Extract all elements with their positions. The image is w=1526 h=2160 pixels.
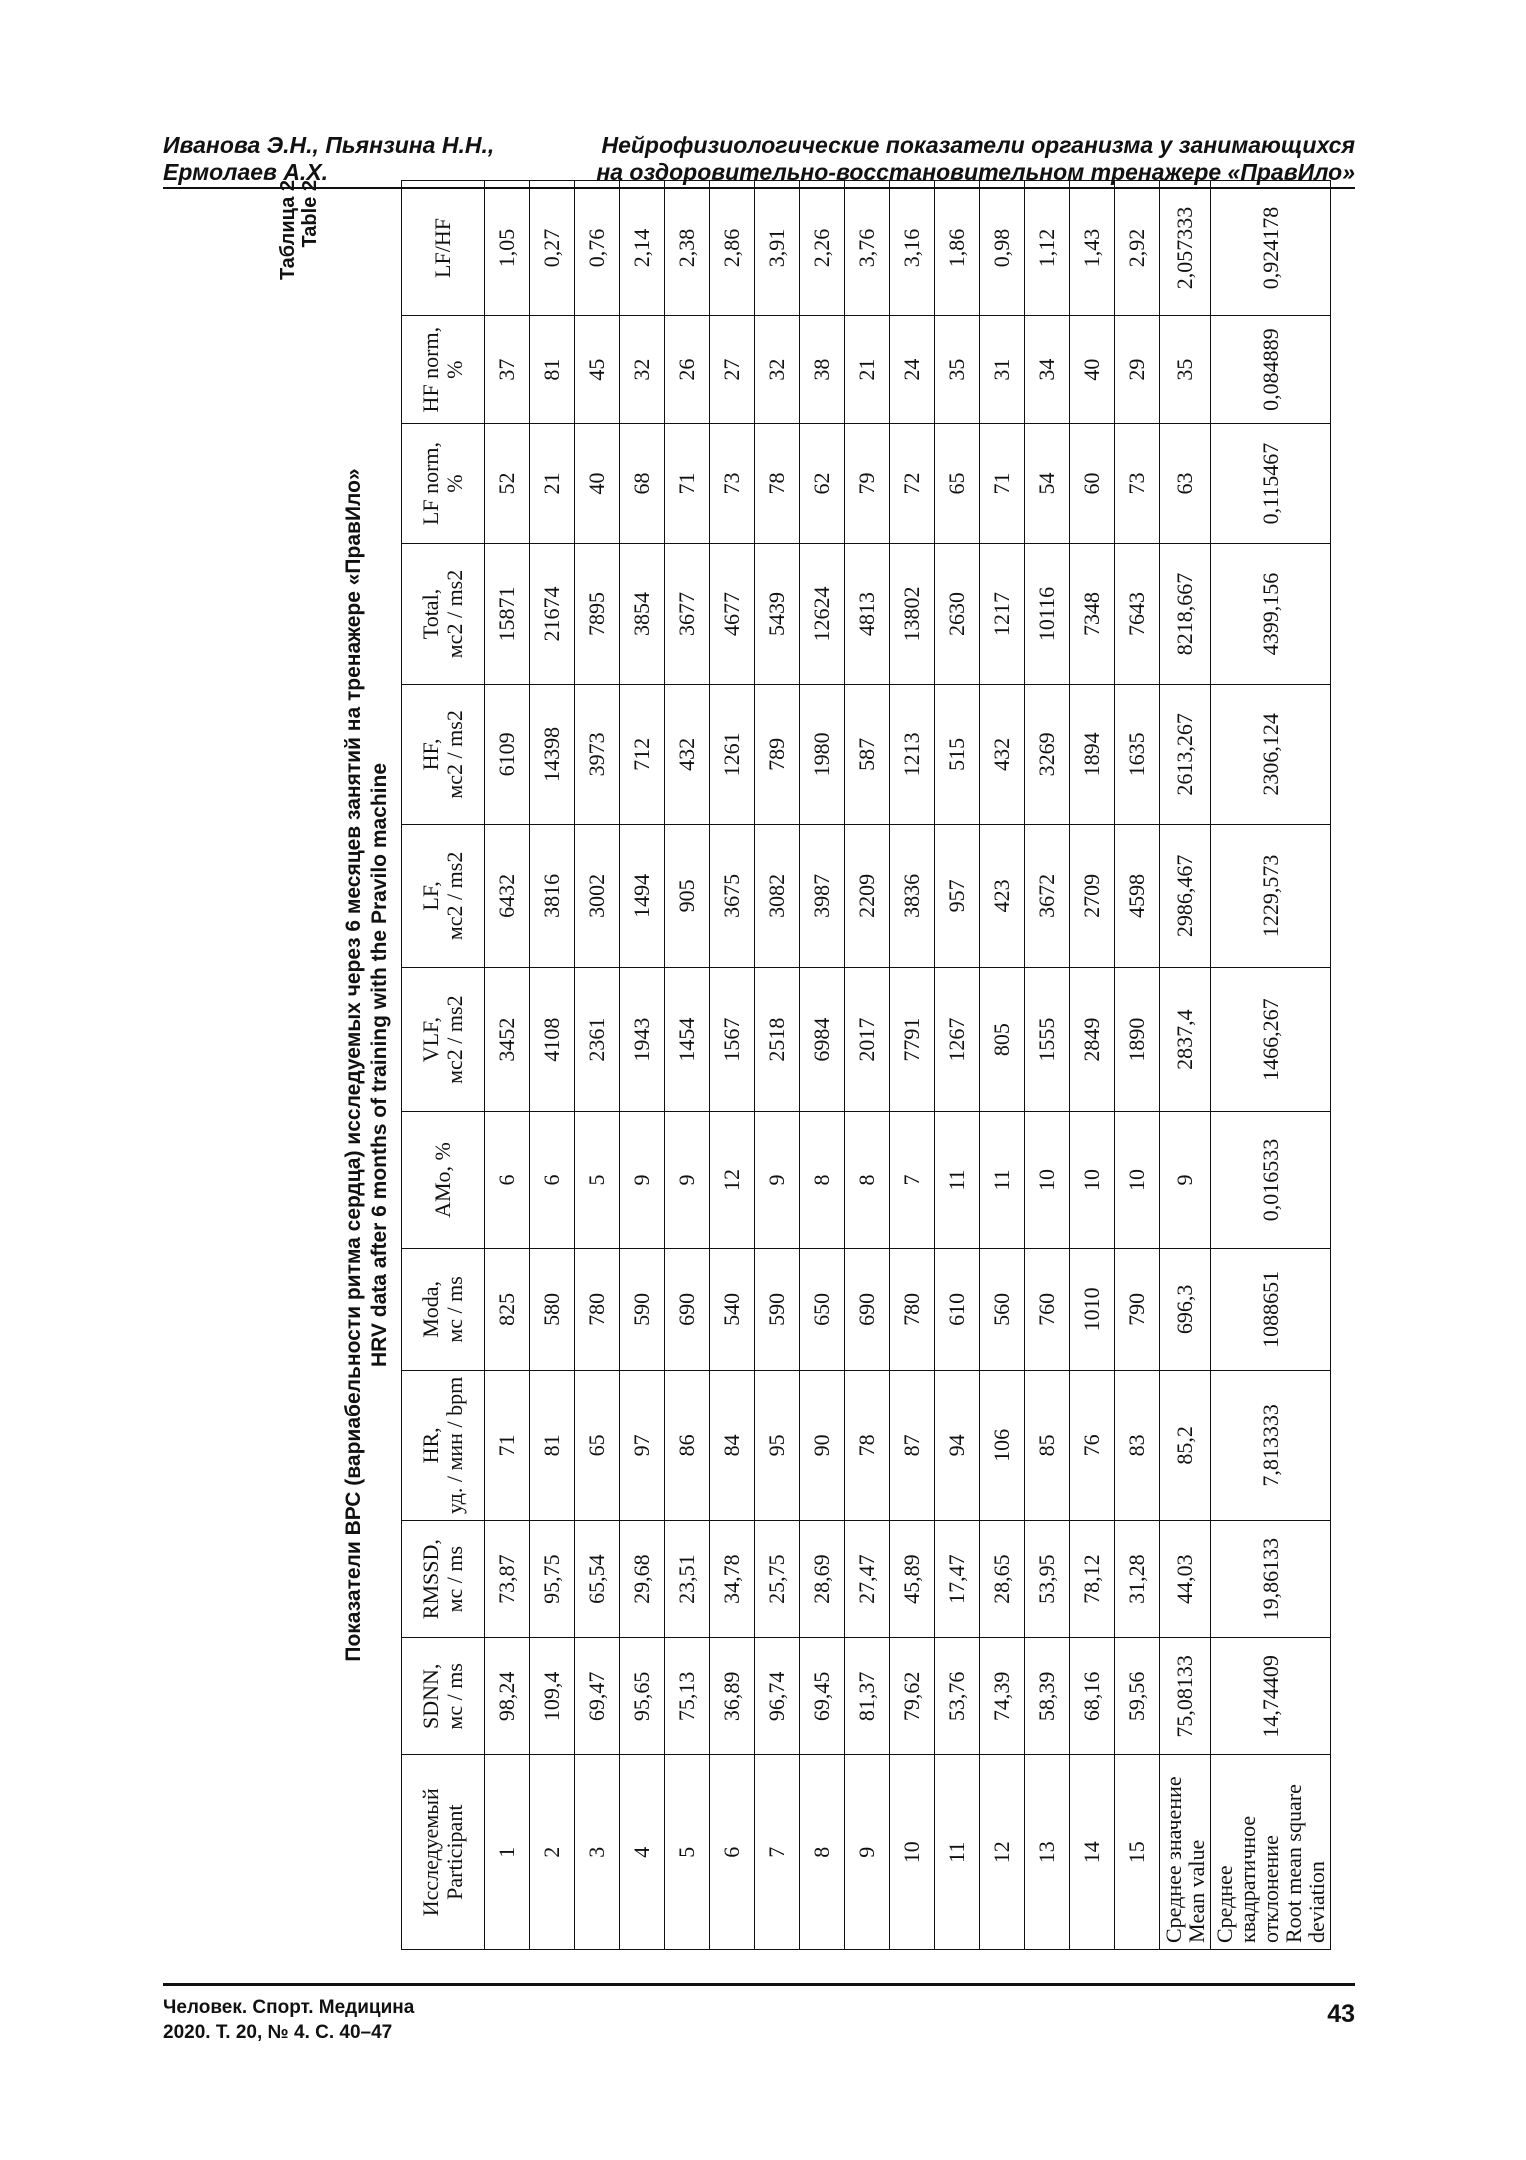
table-cell: 790 (1115, 1249, 1160, 1371)
table-row (1025, 181, 1070, 1950)
table-cell: 11 (980, 1111, 1025, 1248)
table-cell: 15871 (485, 543, 530, 685)
table-cell: 6 (530, 1111, 575, 1248)
table-number (277, 180, 321, 280)
table-cell: 96,74 (755, 1638, 800, 1755)
table-cell: 78 (845, 1370, 890, 1520)
table-cell: 86 (665, 1370, 710, 1520)
table-cell: 95 (755, 1370, 800, 1520)
column-header-line1: AMo, % (430, 1142, 455, 1218)
table-cell: 68,16 (1070, 1638, 1115, 1755)
column-header-line2: мс / ms (442, 1545, 467, 1613)
table-cell: 32 (620, 315, 665, 423)
table-cell: 2630 (935, 543, 980, 685)
table-cell: 6984 (800, 968, 845, 1112)
table-cell: 2709 (1070, 824, 1115, 968)
table-cell: 76 (1070, 1370, 1115, 1520)
table-row (620, 181, 665, 1950)
table-cell: 2837,4 (1160, 968, 1211, 1112)
table-cell: 3677 (665, 543, 710, 685)
column-header-line2: Participant (442, 1804, 467, 1900)
table-cell: 79 (845, 424, 890, 543)
column-header-line1: VLF, (418, 1016, 443, 1063)
table-cell: 7 (890, 1111, 935, 1248)
table-cell: 587 (845, 685, 890, 824)
table-cell: 24 (890, 315, 935, 423)
table-cell: 19,86133 (1211, 1521, 1331, 1638)
table-cell: 580 (530, 1249, 575, 1371)
table-cell: 8 (845, 1111, 890, 1248)
table-cell: 87 (890, 1370, 935, 1520)
table-cell: 75,13 (665, 1638, 710, 1755)
table-cell: 31,28 (1115, 1521, 1160, 1638)
table-cell: 27,47 (845, 1521, 890, 1638)
table-cell: 1635 (1115, 685, 1160, 824)
table-cell: 73 (1115, 424, 1160, 543)
table-cell: 3854 (620, 543, 665, 685)
table-cell: 10 (1115, 1111, 1160, 1248)
table-cell: 12 (710, 1111, 755, 1248)
table-cell: 4108 (530, 968, 575, 1112)
table-cell: 3973 (575, 685, 620, 824)
table-cell: 780 (890, 1249, 935, 1371)
table-cell: 31 (980, 315, 1025, 423)
table-cell: 69,47 (575, 1638, 620, 1755)
table-cell: 73 (710, 424, 755, 543)
table-cell: 12 (980, 1755, 1025, 1950)
table-cell: 1980 (800, 685, 845, 824)
table-row (980, 181, 1025, 1950)
column-header (402, 1521, 485, 1638)
table-cell: 780 (575, 1249, 620, 1371)
table-cell: 2361 (575, 968, 620, 1112)
sd-row-label-en: Root mean square deviation (1281, 1784, 1329, 1943)
table-cell: 15 (1115, 1755, 1160, 1950)
table-cell: 34,78 (710, 1521, 755, 1638)
table-cell: 14 (1070, 1755, 1115, 1950)
table-cell: 78,12 (1070, 1521, 1115, 1638)
table-row (485, 181, 530, 1950)
table-cell: 62 (800, 424, 845, 543)
table-cell: 28,69 (800, 1521, 845, 1638)
table-cell: 78 (755, 424, 800, 543)
table-cell: 1,12 (1025, 181, 1070, 316)
mean-row-label-ru: Среднее значение (1161, 1776, 1186, 1943)
table-cell: 905 (665, 824, 710, 968)
table-cell: 3987 (800, 824, 845, 968)
table-cell: 28,65 (980, 1521, 1025, 1638)
table-cell: 712 (620, 685, 665, 824)
table-cell: 109,4 (530, 1638, 575, 1755)
table-cell: 14,74409 (1211, 1638, 1331, 1755)
table-cell: 94 (935, 1370, 980, 1520)
table-cell: 515 (935, 685, 980, 824)
table-cell: 1 (485, 1755, 530, 1950)
table-cell: 60 (1070, 424, 1115, 543)
table-cell: 789 (755, 685, 800, 824)
table-cell: 7895 (575, 543, 620, 685)
table-cell: 95,65 (620, 1638, 665, 1755)
table-cell: 0,76 (575, 181, 620, 316)
column-header (402, 1370, 485, 1520)
column-header-line1: Total, (418, 588, 443, 640)
table-cell: 1213 (890, 685, 935, 824)
table-caption-ru: Показатели ВРС (вариабельности ритма сердца) исследуемых через 6 месяцев занятий на тренажере «ПравИло» (342, 468, 365, 1662)
table-cell: 1454 (665, 968, 710, 1112)
hrv-data-table (401, 180, 1331, 1950)
table-cell: 13 (1025, 1755, 1070, 1950)
table-cell: 8 (800, 1111, 845, 1248)
table-cell: 34 (1025, 315, 1070, 423)
table-cell: 75,08133 (1160, 1638, 1211, 1755)
column-header (402, 181, 485, 316)
table-cell: 2,38 (665, 181, 710, 316)
table-cell: 10 (1070, 1111, 1115, 1248)
table-cell: 11 (935, 1755, 980, 1950)
table-cell: 7643 (1115, 543, 1160, 685)
table-cell: 85 (1025, 1370, 1070, 1520)
mean-row (1160, 181, 1211, 1950)
table-cell: 590 (620, 1249, 665, 1371)
table-cell: 53,95 (1025, 1521, 1070, 1638)
table-cell: 65 (935, 424, 980, 543)
table-cell: 1466,267 (1211, 968, 1331, 1112)
table-cell: 27 (710, 315, 755, 423)
table-cell: 3,91 (755, 181, 800, 316)
table-cell: 65,54 (575, 1521, 620, 1638)
column-header (402, 968, 485, 1112)
table-cell: 690 (665, 1249, 710, 1371)
table-cell: 7791 (890, 968, 935, 1112)
table-cell: 68 (620, 424, 665, 543)
table-cell: 3,16 (890, 181, 935, 316)
column-header-line1: RMSSD, (418, 1539, 443, 1620)
table-cell: 1894 (1070, 685, 1115, 824)
table-cell: 97 (620, 1370, 665, 1520)
table-cell: 69,45 (800, 1638, 845, 1755)
table-row (710, 181, 755, 1950)
table-cell: 1267 (935, 968, 980, 1112)
table-cell: 423 (980, 824, 1025, 968)
table-cell: 2,86 (710, 181, 755, 316)
table-cell: 10 (1025, 1111, 1070, 1248)
table-cell: 8218,667 (1160, 543, 1211, 685)
table-cell: 71 (980, 424, 1025, 543)
table-cell: 1890 (1115, 968, 1160, 1112)
table-row (890, 181, 935, 1950)
table-cell: 2017 (845, 968, 890, 1112)
table-cell: 1943 (620, 968, 665, 1112)
table-number-en: Table 2 (299, 180, 321, 248)
table-cell: 1,43 (1070, 181, 1115, 316)
table-cell: 29 (1115, 315, 1160, 423)
table-cell: 1,05 (485, 181, 530, 316)
table-cell: 4598 (1115, 824, 1160, 968)
table-cell: 4813 (845, 543, 890, 685)
table-cell: 10 (890, 1755, 935, 1950)
column-header-line2: мс / ms (442, 1663, 467, 1730)
table-row (530, 181, 575, 1950)
table-cell: 65 (575, 1370, 620, 1520)
table-cell: 14398 (530, 685, 575, 824)
table-cell: 2518 (755, 968, 800, 1112)
rotated-table-block (265, 180, 1355, 1950)
table-cell: 98,24 (485, 1638, 530, 1755)
table-cell: 12624 (800, 543, 845, 685)
table-cell: 1555 (1025, 968, 1070, 1112)
sd-row (1211, 181, 1331, 1950)
sd-row-label (1211, 1755, 1331, 1950)
table-cell: 21 (845, 315, 890, 423)
column-header (402, 1111, 485, 1248)
table-cell: 53,76 (935, 1638, 980, 1755)
table-cell: 2,057333 (1160, 181, 1211, 316)
table-cell: 54 (1025, 424, 1070, 543)
table-cell: 17,47 (935, 1521, 980, 1638)
table-cell: 35 (935, 315, 980, 423)
table-cell: 81 (530, 315, 575, 423)
table-row (1070, 181, 1115, 1950)
table-cell: 690 (845, 1249, 890, 1371)
table-cell: 72 (890, 424, 935, 543)
table-cell: 40 (575, 424, 620, 543)
table-cell: 3,76 (845, 181, 890, 316)
column-header-line1: Исследуемый (418, 1788, 443, 1917)
table-cell: 63 (1160, 424, 1211, 543)
table-number-ru: Таблица 2 (277, 180, 299, 281)
table-cell: 11 (935, 1111, 980, 1248)
running-header-authors: Иванова Э.Н., Пьянзина Н.Н., Ермолаев А.Х. (163, 132, 495, 185)
table-cell: 2,26 (800, 181, 845, 316)
table-cell: 957 (935, 824, 980, 968)
table-cell: 825 (485, 1249, 530, 1371)
table-cell: 32 (755, 315, 800, 423)
table-cell: 74,39 (980, 1638, 1025, 1755)
table-cell: 5 (575, 1111, 620, 1248)
column-header (402, 1638, 485, 1755)
table-cell: 21674 (530, 543, 575, 685)
table-cell: 1261 (710, 685, 755, 824)
footer-divider (163, 1983, 1355, 1986)
table-cell: 2306,124 (1211, 685, 1331, 824)
column-header-line1: HR, (418, 1427, 443, 1464)
table-cell: 1088651 (1211, 1249, 1331, 1371)
column-header-line1: HF norm, (418, 326, 443, 413)
table-cell: 0,98 (980, 181, 1025, 316)
table-cell: 4677 (710, 543, 755, 685)
table-cell: 38 (800, 315, 845, 423)
table-cell: 8 (800, 1755, 845, 1950)
column-header-line2: % (442, 360, 467, 379)
table-row (665, 181, 710, 1950)
column-header-line1: Moda, (418, 1280, 443, 1338)
column-header (402, 424, 485, 543)
table-cell: 3 (575, 1755, 620, 1950)
table-cell: 90 (800, 1370, 845, 1520)
table-cell: 6432 (485, 824, 530, 968)
table-cell: 1494 (620, 824, 665, 968)
table-cell: 3675 (710, 824, 755, 968)
table-cell: 0,115467 (1211, 424, 1331, 543)
table-cell: 760 (1025, 1249, 1070, 1371)
table-cell: 52 (485, 424, 530, 543)
table-cell: 7 (755, 1755, 800, 1950)
table-cell: 26 (665, 315, 710, 423)
table-cell: 9 (845, 1755, 890, 1950)
table-cell: 9 (665, 1111, 710, 1248)
table-cell: 79,62 (890, 1638, 935, 1755)
table-body (485, 181, 1331, 1950)
table-cell: 650 (800, 1249, 845, 1371)
table-cell: 81 (530, 1370, 575, 1520)
table-cell: 560 (980, 1249, 1025, 1371)
column-header-line1: LF, (418, 881, 443, 911)
table-cell: 85,2 (1160, 1370, 1211, 1520)
table-cell: 1,86 (935, 181, 980, 316)
column-header (402, 1755, 485, 1950)
table-cell: 45 (575, 315, 620, 423)
table-cell: 3452 (485, 968, 530, 1112)
table-cell: 805 (980, 968, 1025, 1112)
table-cell: 4399,156 (1211, 543, 1331, 685)
running-header-title: Нейрофизиологические показатели организма у занимающихся на оздоровительно-восстановительном тренажере «ПравИло» (596, 132, 1355, 185)
table-cell: 2,92 (1115, 181, 1160, 316)
table-cell: 1567 (710, 968, 755, 1112)
table-cell: 9 (1160, 1111, 1211, 1248)
table-cell: 73,87 (485, 1521, 530, 1638)
table-cell: 9 (755, 1111, 800, 1248)
table-cell: 81,37 (845, 1638, 890, 1755)
table-cell: 3269 (1025, 685, 1070, 824)
table-row (845, 181, 890, 1950)
column-header (402, 1249, 485, 1371)
table-cell: 6 (710, 1755, 755, 1950)
column-header-line1: LF norm, (418, 441, 443, 526)
table-cell: 2613,267 (1160, 685, 1211, 824)
table-row (1115, 181, 1160, 1950)
column-header (402, 685, 485, 824)
table-caption (341, 180, 393, 1950)
table-cell: 2849 (1070, 968, 1115, 1112)
table-cell: 59,56 (1115, 1638, 1160, 1755)
table-row (575, 181, 620, 1950)
table-cell: 3836 (890, 824, 935, 968)
table-cell: 590 (755, 1249, 800, 1371)
table-cell: 37 (485, 315, 530, 423)
table-cell: 2209 (845, 824, 890, 968)
column-header-line1: LF/HF (430, 218, 455, 278)
table-cell: 10116 (1025, 543, 1070, 685)
table-cell: 3816 (530, 824, 575, 968)
table-cell: 0,016533 (1211, 1111, 1331, 1248)
table-cell: 540 (710, 1249, 755, 1371)
table-cell: 1010 (1070, 1249, 1115, 1371)
table-cell: 71 (485, 1370, 530, 1520)
table-cell: 21 (530, 424, 575, 543)
table-row (755, 181, 800, 1950)
table-cell: 1217 (980, 543, 1025, 685)
table-cell: 84 (710, 1370, 755, 1520)
column-header-line2: мс2 / ms2 (442, 710, 467, 799)
table-cell: 9 (620, 1111, 665, 1248)
table-cell: 0,924178 (1211, 181, 1331, 316)
table-cell: 6 (485, 1111, 530, 1248)
table-cell: 23,51 (665, 1521, 710, 1638)
table-cell: 432 (980, 685, 1025, 824)
table-cell: 610 (935, 1249, 980, 1371)
column-header-line2: % (442, 474, 467, 493)
table-cell: 5439 (755, 543, 800, 685)
page-number: 43 (1327, 2000, 1355, 2028)
table-cell: 0,084889 (1211, 315, 1331, 423)
table-cell: 7,813333 (1211, 1370, 1331, 1520)
column-header-line2: мс / ms (442, 1276, 467, 1343)
table-cell: 2 (530, 1755, 575, 1950)
table-cell: 13802 (890, 543, 935, 685)
mean-row-label-en: Mean value (1184, 1839, 1209, 1943)
table-cell: 696,3 (1160, 1249, 1211, 1371)
table-cell: 2986,467 (1160, 824, 1211, 968)
table-cell: 4 (620, 1755, 665, 1950)
column-header (402, 543, 485, 685)
table-cell: 44,03 (1160, 1521, 1211, 1638)
table-cell: 7348 (1070, 543, 1115, 685)
table-cell: 45,89 (890, 1521, 935, 1638)
table-cell: 71 (665, 424, 710, 543)
table-header-row (402, 181, 485, 1950)
column-header-line2: мс2 / ms2 (442, 995, 467, 1084)
table-cell: 106 (980, 1370, 1025, 1520)
table-cell: 5 (665, 1755, 710, 1950)
column-header-line2: мс2 / ms2 (442, 569, 467, 659)
journal-citation: Человек. Спорт. Медицина 2020. Т. 20, № 4. С. 40–47 (163, 1997, 415, 2043)
table-cell: 0,27 (530, 181, 575, 316)
table-cell: 29,68 (620, 1521, 665, 1638)
table-caption-en: HRV data after 6 months of training with the Pravilo machine (368, 762, 391, 1368)
table-cell: 95,75 (530, 1521, 575, 1638)
table-cell: 3082 (755, 824, 800, 968)
table-cell: 1229,573 (1211, 824, 1331, 968)
mean-row-label (1160, 1755, 1211, 1950)
table-cell: 36,89 (710, 1638, 755, 1755)
table-cell: 3672 (1025, 824, 1070, 968)
table-cell: 6109 (485, 685, 530, 824)
column-header-line1: HF, (418, 738, 443, 771)
sd-row-label-ru: Среднее квадратичное отклонение (1212, 1815, 1283, 1943)
table-cell: 25,75 (755, 1521, 800, 1638)
table-cell: 83 (1115, 1370, 1160, 1520)
column-header-line1: SDNN, (418, 1663, 443, 1730)
table-cell: 35 (1160, 315, 1211, 423)
column-header (402, 824, 485, 968)
table-cell: 40 (1070, 315, 1115, 423)
table-row (800, 181, 845, 1950)
table-cell: 3002 (575, 824, 620, 968)
table-row (935, 181, 980, 1950)
table-cell: 2,14 (620, 181, 665, 316)
column-header (402, 315, 485, 423)
table-cell: 58,39 (1025, 1638, 1070, 1755)
column-header-line2: уд. / мин / bpm (442, 1376, 467, 1514)
table-cell: 432 (665, 685, 710, 824)
column-header-line2: мс2 / ms2 (442, 851, 467, 941)
